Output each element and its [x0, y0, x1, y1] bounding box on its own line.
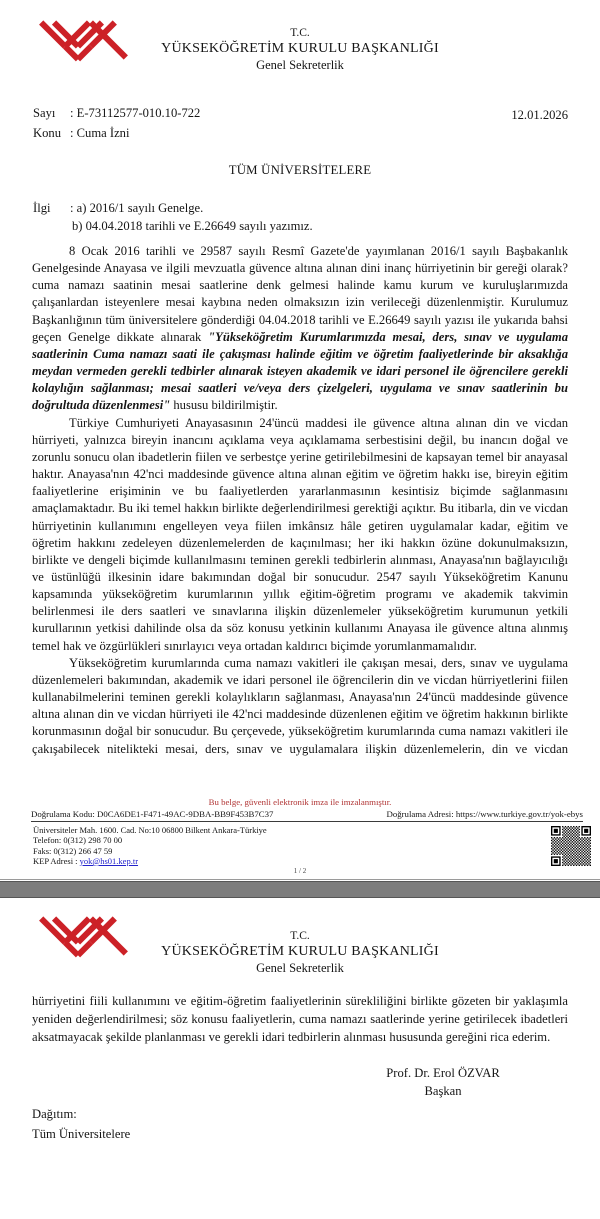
paragraph-1: [32, 243, 568, 415]
paragraph-1-normal: 8 Ocak 2016 tarihli ve 29587 sayılı Resmî Gazete'de yayımlanan 2016/1 sayılı Başbakanlık Genelgesinde Anayasa ve ilgili mevzuatla güvence altına alınan dini inanç hürriyetinin bir gereği olarak? cuma namazı saatinin mesai saatlerine denk gelmesi halinde kamu kurum ve kuruluşlarımızda çalışanlardan isteyenlere mesai kaybına neden olmaksızın izin verileceği düzenlenmiştir. Kurulumuz Başkanlığının tüm üniversitelere gönderdiği 04.04.2018 tarihli ve E.26649 sayılı yazısı ile yukarıda bahsi geçen Genelge dikkate alınarak: [32, 244, 568, 344]
paragraph-3: Yükseköğretim kurumlarında cuma namazı vakitleri ile çakışan mesai, ders, sınav ve uygulama düzenlemeleri bakımından, akademik ve idari personel ile öğrencilerin din ve vicdan hürriyetlerini fiilen kullanabilmelerini teminen gerekli kolaylıkların sağlanması, Anayasa'nın 24'üncü maddesinde güvence altına alınan din ve vicdan hürriyeti ile 42'nci maddesinde düzenlenen eğitim ve öğretim hakkının birlikte korunmasının doğal bir sonucudur. Bu çerçevede, yükseköğretim kurumlarında cuma namazı vakitleri ile çakışabilecek nitelikteki mesai, ders, sınav ve uygulamalara ilişkin düzenlemelerin, din ve vicdan: [32, 655, 568, 756]
header-org: YÜKSEKÖĞRETİM KURULU BAŞKANLIĞI: [161, 41, 439, 56]
paragraph-2: Türkiye Cumhuriyeti Anayasasının 24'üncü maddesi ile güvence altına alınan din ve vicdan hürriyeti, yalnızca bireyin inancını açıklama veya açıklamama serbestisini değil, bu inancın doğal ve zorunlu sonucu olan ibadetlerin fiilen ve serbestçe yerine getirilebilmesini de kapsayan temel bir anayasal haktır. Anayasa'nın 42'nci maddesinde güvence altına alınan eğitim ve öğretim hakkı ise, bireyin eğitim faaliyetlerine erişiminin ve bu faaliyetlerden yararlanmasının kesintisiz biçimde sağlanmasını amaçlamaktadır. Bu iki temel hakkın birlikte değerlendirilmesi gerektiği açıktır. Bu itibarla, din ve vicdan hürriyetinin kullanımını engelleyen veya fiilen imkânsız hâle getiren uygulamalar kadar, eğitim ve öğretim hakkını zedeleyen düzenlemelerden de kaçınılması; her iki hakkın özüne dokunulmaksızın, birlikte ve dengeli biçimde kullanılmasını teminen gerekli tedbirlerin alınması, Anayasa'nın bağlayıcılığı ve üstünlüğü ilkesinin idare bakımından doğal bir sonucudur. 2547 sayılı Yükseköğretim Kanunu kapsamında yükseköğretim kurumlarının yıllık eğitim-öğretim programı ve akademik takvimin belirlenmesi ile ders saatleri ve sınavlarına ilişkin düzenlemeler yükseköğretim kurumunun yetkili kurullarının yetkisi dahilinde olsa da söz konusu yetkinin kullanımı Anayasa ile güvence altına alınmış temel hak ve özgürlükleri sınırlayıcı veya ortadan kaldırıcı biçimde yorumlanmamalıdır.: [32, 415, 568, 653]
org-fax: Faks: 0(312) 266 47 59: [33, 845, 113, 856]
konu-label: Konu: [33, 126, 61, 140]
letterhead-page1: [0, 26, 600, 73]
document-meta: [33, 106, 200, 146]
letterhead-page2: [0, 929, 600, 976]
header-tc: T.C.: [290, 27, 310, 39]
paragraph-1-tail: hususu bildirilmiştir.: [170, 398, 278, 413]
ilgi-item-a: : a) 2016/1 sayılı Genelge.: [70, 201, 204, 215]
signature-block: [363, 1064, 523, 1100]
ilgi-row-b: [33, 218, 313, 236]
ilgi-block: [33, 200, 313, 235]
konu-row: [33, 126, 200, 146]
header-dept: Genel Sekreterlik: [256, 58, 344, 72]
page-edge-line: [0, 879, 600, 880]
contact-block: [33, 825, 267, 866]
kep-link[interactable]: yok@hs01.kep.tr: [79, 855, 139, 866]
esign-note: Bu belge, güvenli elektronik imza ile imzalanmıştır.: [208, 797, 392, 807]
ilgi-label: İlgi: [33, 201, 51, 215]
org-phone: Telefon: 0(312) 298 70 00: [33, 835, 123, 846]
distribution-block: [32, 1105, 130, 1144]
letter-date: 12.01.2026: [511, 108, 568, 122]
ilgi-row-a: [33, 200, 313, 218]
kep-row: [33, 856, 267, 866]
letter-body-page2: [32, 993, 568, 1046]
paragraph-1-quote: "Yükseköğretim Kurumlarımızda mesai, ders, sınav ve uygulama saatlerinin Cuma namazı saati ile çakışması halinde eğitim ve öğretim faaliyetlerinde bir aksaklığa meydan vermeden gerekli tedbirler alınarak isteyen akademik ve idari personel ile öğrencilere gerekli kolaylığın sağlanması; mesai saatleri ve/veya ders çizelgeleri, uygulama ve sınav saatlerinin bu doğrultuda düzenlenmesi": [32, 329, 568, 413]
ilgi-item-b: b) 04.04.2018 tarihli ve E.26649 sayılı yazımız.: [72, 218, 313, 233]
verify-row: [31, 809, 583, 822]
sayi-value: : E-73112577-010.10-722: [70, 106, 201, 120]
sayi-row: [33, 106, 200, 126]
paragraph-continuation: hürriyetini fiili kullanımını ve eğitim-öğretim faaliyetlerinin sürekliliğini birlikte gözeten bir yaklaşımla yeniden değerlendirilmesi; söz konusu faaliyetlerin, cuma namazı saatlerinde yerine getirilecek ibadetleri aksatmayacak şekilde planlanması ve gerekli idari tedbirlerin alınması hususunda gereğini rica ederim.: [32, 994, 568, 1044]
verify-address: Doğrulama Adresi: https://www.turkiye.gov.tr/yok-ebys: [386, 809, 583, 819]
distribution-target: Tüm Üniversitelere: [32, 1126, 131, 1141]
qr-code-icon: [551, 826, 591, 866]
page-divider: [0, 881, 600, 898]
header-org: YÜKSEKÖĞRETİM KURULU BAŞKANLIĞI: [161, 944, 439, 959]
org-address: Üniversiteler Mah. 1600. Cad. No:10 06800 Bilkent Ankara-Türkiye: [33, 825, 267, 835]
signature-title: Başkan: [424, 1084, 462, 1098]
distribution-label: Dağıtım:: [32, 1107, 77, 1121]
addressee: TÜM ÜNİVERSİTELERE: [228, 163, 372, 177]
page-number: 1 / 2: [293, 867, 307, 875]
letter-body-page1: [32, 243, 568, 758]
konu-value: : Cuma İzni: [70, 126, 130, 140]
sayi-label: Sayı: [33, 106, 56, 120]
header-tc: T.C.: [290, 930, 310, 942]
header-dept: Genel Sekreterlik: [256, 961, 344, 975]
kep-label: KEP Adresi :: [33, 855, 80, 866]
signature-name: Prof. Dr. Erol ÖZVAR: [386, 1066, 500, 1080]
verify-code: Doğrulama Kodu: D0CA6DE1-F471-49AC-9DBA-BB9F453B7C37: [31, 809, 274, 819]
